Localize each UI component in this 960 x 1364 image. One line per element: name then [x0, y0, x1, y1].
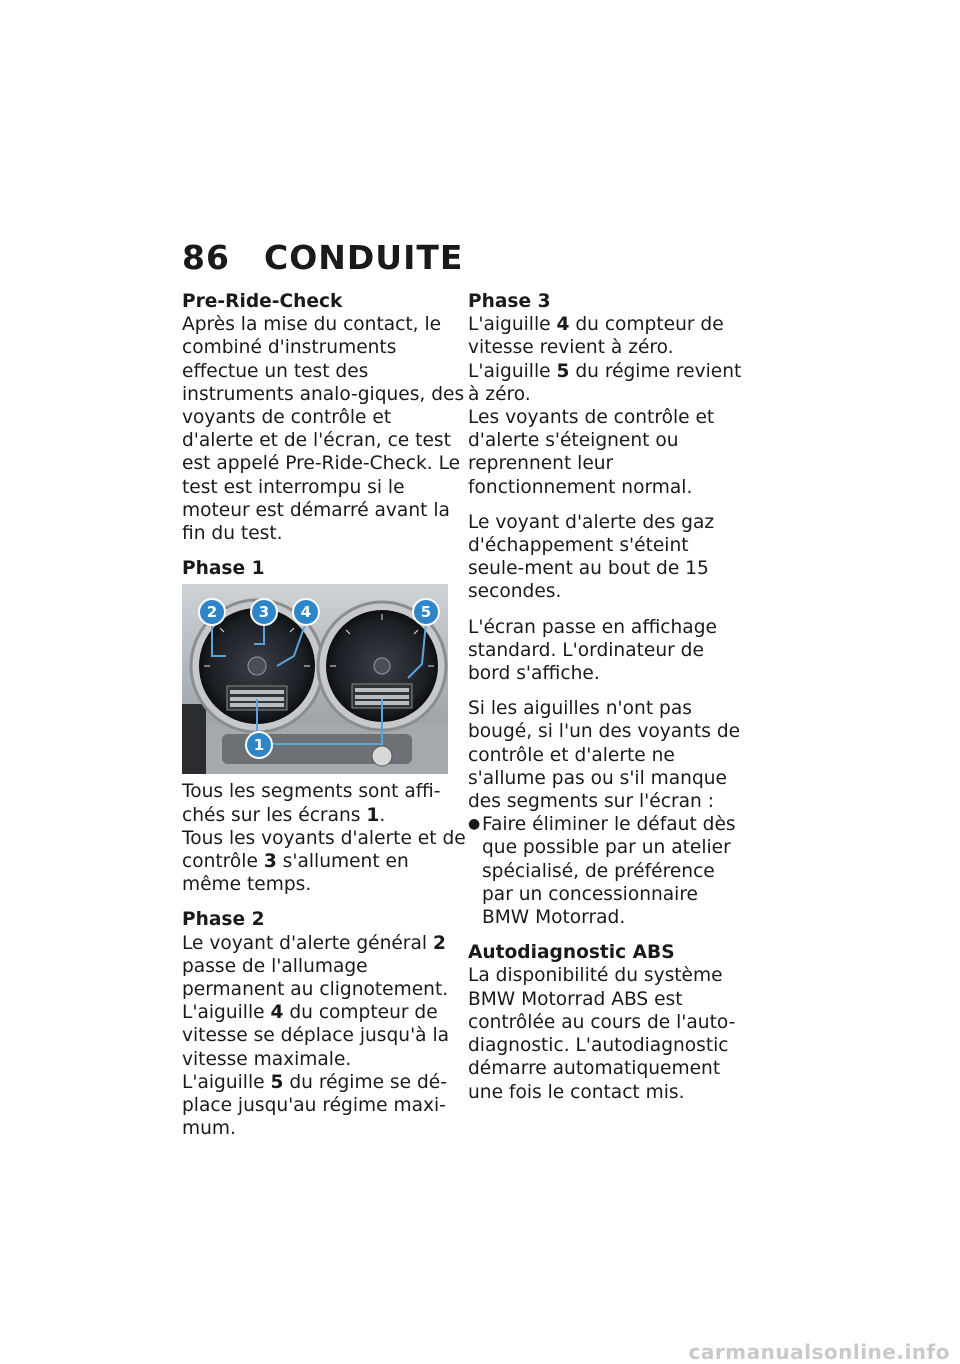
pre-ride-check-heading: Pre-Ride-Check — [182, 291, 343, 312]
callout-4: 4 — [300, 603, 312, 622]
phase1-paragraph-1: Tous les segments sont affi-chés sur les écrans 1. — [182, 781, 441, 826]
callout-5: 5 — [420, 603, 432, 622]
instrument-cluster-illustration — [182, 584, 448, 774]
watermark: carmanualsonline.info — [688, 1340, 950, 1364]
page-header — [182, 238, 463, 277]
screen-standard-text: L'écran passe en affichage standard. L'ordinateur de bord s'affiche. — [468, 616, 717, 685]
abs-text: La disponibilité du système BMW Motorrad ABS est contrôlée au cours de l'auto-diagnostic. L'autodiagnostic démarre automatiquement une fois le contact mis. — [468, 965, 736, 1103]
phase1-heading: Phase 1 — [182, 558, 265, 580]
bullet-text: Faire éliminer le défaut dès que possible par un atelier spécialisé, de préférence par un concessionnaire BMW Motorrad. — [482, 814, 736, 929]
phase3-paragraph-3: Les voyants de contrôle et d'alerte s'éteignent ou reprennent leur fonctionnement normal. — [468, 407, 715, 498]
chapter-title: CONDUITE — [264, 238, 464, 277]
exhaust-warning-text: Le voyant d'alerte des gaz d'échappement s'éteint seule-ment au bout de 15 secondes. — [468, 511, 715, 603]
bullet-item — [468, 813, 743, 929]
phase2-heading: Phase 2 — [182, 909, 265, 931]
phase1-paragraph-2: Tous les voyants d'alerte et de contrôle 3 s'allument en même temps. — [182, 827, 466, 896]
page-number: 86 — [182, 238, 230, 277]
phase2-paragraph-1: Le voyant d'alerte général 2 passe de l'allumage permanent au clignotement. — [182, 932, 449, 1001]
callout-3: 3 — [258, 603, 270, 622]
phase2-paragraph-3: L'aiguille 5 du régime se dé-place jusqu'au régime maxi-mum. — [182, 1071, 447, 1140]
callout-2: 2 — [206, 603, 218, 622]
right-column — [468, 290, 743, 1116]
pre-ride-check-text: Après la mise du contact, le combiné d'instruments effectue un test des instruments analo-giques, des voyants de contrôle et d'alerte et de l'écran, ce test est appelé Pre-Ride-Check. Le test est interrompu si le moteur est démarré avant la fin du test. — [182, 314, 465, 545]
bullet-dot-icon: ● — [468, 816, 481, 833]
left-column — [182, 290, 467, 1152]
phase2-paragraph-2: L'aiguille 4 du compteur de vitesse se déplace jusqu'à la vitesse maximale. — [182, 1002, 450, 1070]
callout-1: 1 — [253, 736, 265, 755]
phase3-paragraph-1: L'aiguille 4 du compteur de vitesse revient à zéro. — [468, 314, 724, 359]
phase3-paragraph-2: L'aiguille 5 du régime revient à zéro. — [468, 360, 742, 405]
fault-condition-text: Si les aiguilles n'ont pas bougé, si l'un des voyants de contrôle et d'alerte ne s'allume pas ou s'il manque des segments sur l'écran : — [468, 698, 741, 813]
abs-heading: Autodiagnostic ABS — [468, 942, 675, 964]
instrument-cluster-figure — [182, 584, 448, 774]
phase3-heading: Phase 3 — [468, 291, 551, 312]
